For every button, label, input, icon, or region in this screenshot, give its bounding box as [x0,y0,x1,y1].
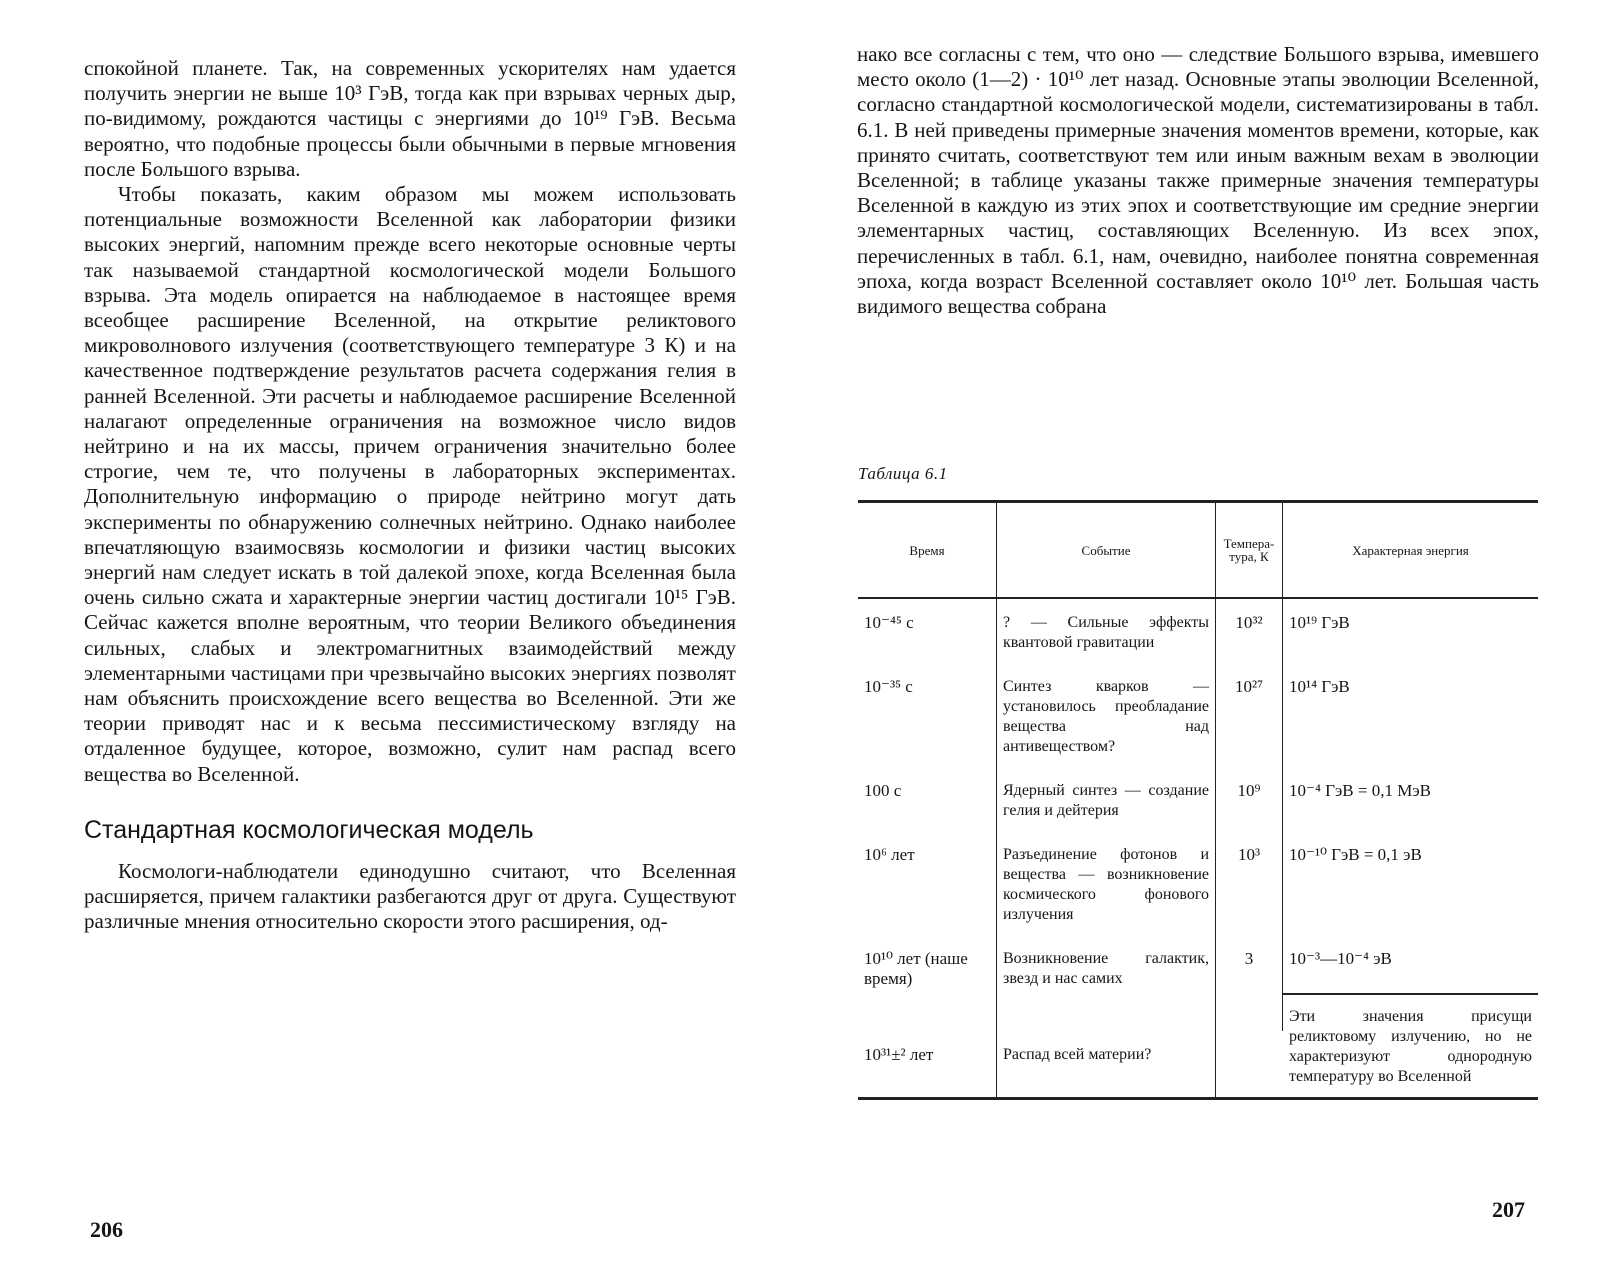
cell-energy: 10¹⁴ ГэВ [1289,677,1350,696]
table-row [858,831,1538,935]
section-heading: Стандартная космологическая модель [84,815,534,844]
header-temperature: Температура, К [1216,502,1283,599]
cell-temperature: 10⁹ [1216,767,1283,831]
cell-time: 10⁶ лет [858,831,997,935]
page-number: 207 [1492,1197,1525,1222]
header-energy: Характерная энергия [1283,502,1539,599]
table-header-row [858,502,1538,599]
table-row [858,767,1538,831]
cell-time: 100 с [858,767,997,831]
table-row [858,663,1538,767]
right-page [800,0,1600,1283]
cell-energy: 10⁻⁴ ГэВ = 0,1 МэВ [1289,781,1431,800]
note-divider [1283,993,1538,995]
cell-temperature [1216,1031,1283,1099]
header-event: Событие [997,502,1216,599]
table-row [858,935,1538,1031]
table-caption: Таблица 6.1 [858,464,948,483]
cell-temperature: 10²⁷ [1216,663,1283,767]
paragraph: спокойной планете. Так, на современных ускорителях нам удается получить энергии не выше 10³ ГэВ, тогда как при взрывах черных дыр, по-видимому, рождаются частицы с энергиями до 10¹⁹ ГэВ. Весьма вероятно, что подобные процессы были обычными в первые мгновения после Большого взрыва. [84,56,736,181]
cell-event: Ядерный синтез — создание гелия и дейтерия [997,767,1216,831]
cell-time: 10⁻³⁵ с [858,663,997,767]
cell-time: 10¹⁰ лет (наше время) [858,935,997,1031]
left-page [0,0,780,1283]
cell-energy: 10¹⁹ ГэВ [1289,613,1350,632]
cell-temperature: 3 [1216,935,1283,1031]
cell-event: Разъединение фотонов и вещества — возникновение космического фонового излучения [997,831,1216,935]
paragraph: Чтобы показать, каким образом мы можем использовать потенциальные возможности Вселенной как лаборатории физики высоких энергий, напомним прежде всего некоторые основные черты так называемой стандартной космологической модели Большого взрыва. Эта модель опирается на наблюдаемое в настоящее время всеобщее расширение Вселенной, на открытие реликтового микроволнового излучения (соответствующего температуре 3 К) и на качественное подтверждение результатов расчета содержания гелия в ранней Вселенной. Эти расчеты и наблюдаемое расширение Вселенной налагают определенные ограничения на возможное число видов нейтрино и на их массы, причем ограничения значительно более строгие, чем те, что получены в лабораторных экспериментах. Дополнительную информацию о природе нейтрино могут дать эксперименты по обнаружению солнечных нейтрино. Однако наиболее впечатляющую взаимосвязь космологии и физики частиц высоких энергий нам следует искать в той далекой эпохе, когда Вселенная была очень сильно сжата и характерные энергии частиц достигали 10¹⁵ ГэВ. Сейчас кажется вполне вероятным, что теории Великого объединения сильных, слабых и электромагнитных взаимодействий между элементарными частицами при чрезвычайно высоких энергиях позволят нам объяснить происхождение всего вещества во Вселенной. Эти же теории приводят нас и к весьма пессимистическому взгляду на отдаленное будущее, которое, возможно, сулит нам распад всего вещества во Вселенной. [84,182,736,786]
cell-temperature: 10³ [1216,831,1283,935]
table-note: Эти значения присущи реликтовому излучению, но не характеризуют однородную температуру во Вселенной [1289,1008,1532,1085]
cell-event: ? — Сильные эффекты квантовой гравитации [997,598,1216,663]
cell-event: Синтез кварков — установилось преобладание вещества над антивеществом? [997,663,1216,767]
energy-value: 10⁻³—10⁻⁴ эВ [1289,949,1392,968]
page-number: 206 [90,1217,123,1242]
cosmology-epochs-table [858,500,1538,1100]
cell-time: 10⁻⁴⁵ с [858,598,997,663]
table-row [858,598,1538,663]
paragraph: Космологи-наблюдатели единодушно считают, что Вселенная расширяется, причем галактики разбегаются друг от друга. Существуют различные мнения относительно скорости этого расширения, од- [84,858,736,934]
header-time: Время [858,502,997,599]
cell-temperature: 10³² [1216,598,1283,663]
cell-event: Возникновение галактик, звезд и нас самих [997,935,1216,1031]
cell-time: 10³¹±² лет [858,1031,997,1099]
right-text-column [857,42,1539,319]
cell-energy [1283,935,1539,1099]
left-text-column [84,56,736,935]
cell-energy: 10⁻¹⁰ ГэВ = 0,1 эВ [1289,845,1422,864]
cell-event: Распад всей материи? [997,1031,1216,1099]
paragraph: нако все согласны с тем, что оно — следствие Большого взрыва, имевшего место около (1—2) · 10¹⁰ лет назад. Основные этапы эволюции Вселенной, согласно стандартной космологической модели, систематизированы в табл. 6.1. В ней приведены примерные значения моментов времени, которые, как принято считать, соответствуют тем или иным важным вехам в эволюции Вселенной; в таблице указаны также примерные значения температуры Вселенной в каждую из этих эпох и соответствующие им средние энергии элементарных частиц, составляющих Вселенную. Из всех эпох, перечисленных в табл. 6.1, нам, очевидно, наиболее понятна современная эпоха, когда возраст Вселенной составляет около 10¹⁰ лет. Большая часть видимого вещества собрана [857,42,1539,319]
